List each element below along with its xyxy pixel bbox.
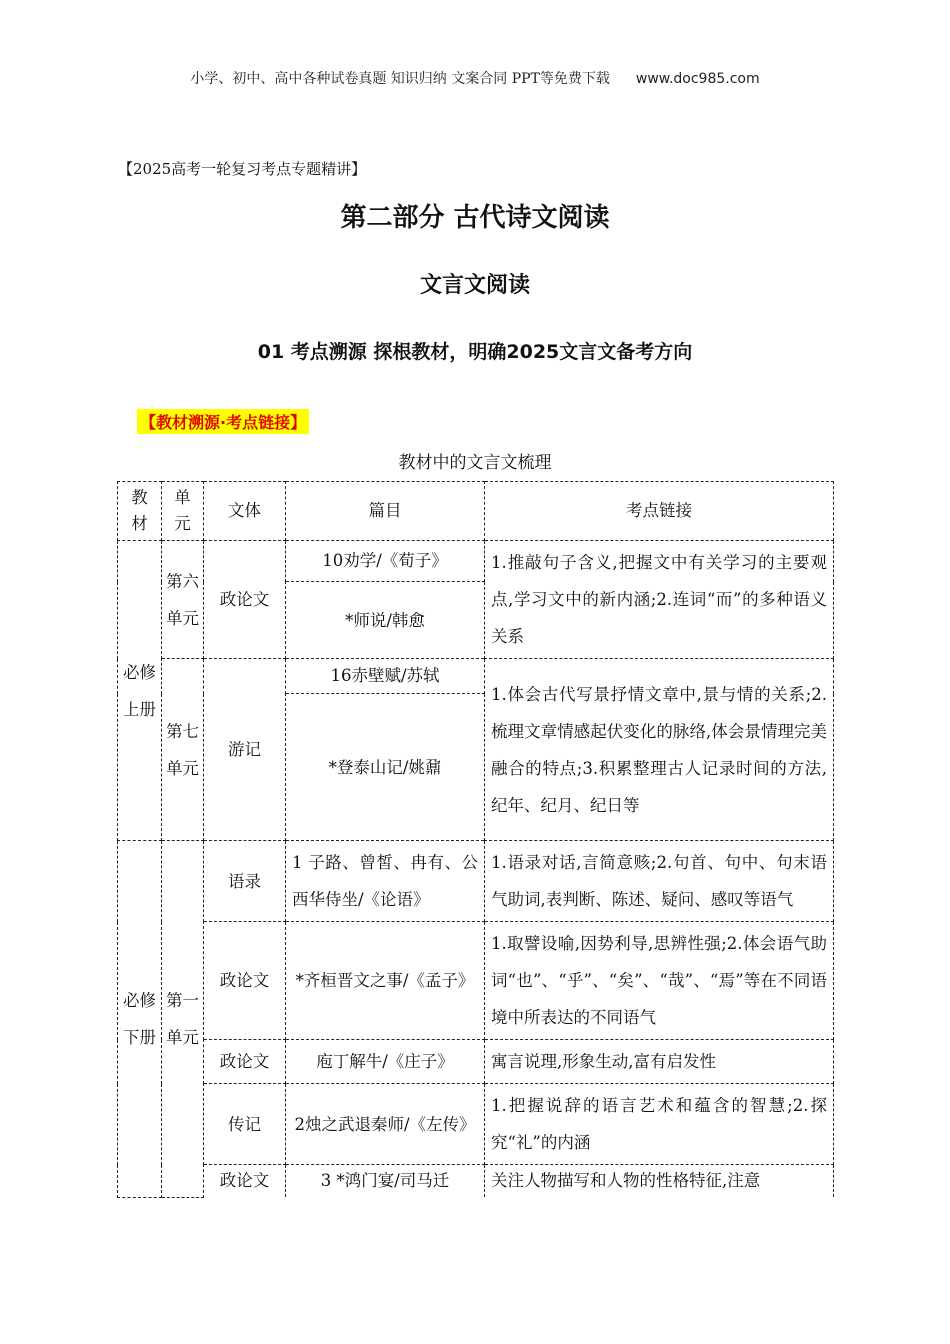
unit-cell: 第一单元	[162, 841, 204, 1198]
table-row	[118, 841, 834, 922]
section-title: 01 考点溯源 探根教材，明确2025文言文备考方向	[257, 341, 693, 363]
genre-cell: 政论文	[204, 1040, 286, 1084]
table-row	[118, 922, 834, 1040]
header-unit: 单元	[162, 482, 204, 541]
points-cell: 关注人物描写和人物的性格特征,注意	[485, 1165, 834, 1198]
header-book: 教材	[118, 482, 162, 541]
genre-cell: 政论文	[204, 1165, 286, 1198]
title-cell: 2烛之武退秦师/《左传》	[286, 1084, 485, 1165]
points-cell: 1.体会古代写景抒情文章中,景与情的关系;2.梳理文章情感起伏变化的脉络,体会景情理完美融合的特点;3.积累整理古人记录时间的方法,纪年、纪月、纪日等	[485, 659, 834, 841]
series-label: 【2025高考一轮复习考点专题精讲】	[118, 160, 367, 178]
title-cell: *齐桓晋文之事/《孟子》	[286, 922, 485, 1040]
title-cell: 庖丁解牛/《庄子》	[286, 1040, 485, 1084]
header-title: 篇目	[286, 482, 485, 541]
title-cell: 10劝学/《荀子》	[286, 541, 485, 582]
table-row	[118, 1084, 834, 1165]
title-cell: *登泰山记/姚鼐	[286, 694, 485, 841]
unit-cell: 第六单元	[162, 541, 204, 659]
section-tag: 【教材溯源·考点链接】	[137, 409, 309, 434]
page-title: 第二部分 古代诗文阅读	[340, 203, 610, 233]
header-points: 考点链接	[485, 482, 834, 541]
book-cell: 必修下册	[118, 841, 162, 1198]
header-genre: 文体	[204, 482, 286, 541]
title-cell: 3 *鸿门宴/司马迁	[286, 1165, 485, 1198]
points-cell: 寓言说理,形象生动,富有启发性	[485, 1040, 834, 1084]
table-row	[118, 659, 834, 694]
table-row	[118, 1165, 834, 1198]
genre-cell: 政论文	[204, 541, 286, 659]
title-cell: 16赤壁赋/苏轼	[286, 659, 485, 694]
table-row	[118, 1040, 834, 1084]
page-subtitle: 文言文阅读	[419, 273, 530, 298]
genre-cell: 语录	[204, 841, 286, 922]
book-cell: 必修上册	[118, 541, 162, 841]
textbook-table	[117, 481, 834, 1198]
page-header	[0, 68, 950, 88]
genre-cell: 传记	[204, 1084, 286, 1165]
points-cell: 1.取譬设喻,因势利导,思辨性强;2.体会语气助词“也”、“乎”、“矣”、“哉”、“焉”等在不同语境中所表达的不同语气	[485, 922, 834, 1040]
unit-cell: 第七单元	[162, 659, 204, 841]
table-caption: 教材中的文言文梳理	[398, 453, 552, 473]
title-cell: 1 子路、曾皙、冉有、公西华侍坐/《论语》	[286, 841, 485, 922]
points-cell: 1.把握说辞的语言艺术和蕴含的智慧;2.探究“礼”的内涵	[485, 1084, 834, 1165]
header-site: www.doc985.com	[635, 71, 760, 87]
genre-cell: 游记	[204, 659, 286, 841]
points-cell: 1.语录对话,言简意赅;2.句首、句中、句末语气助词,表判断、陈述、疑问、感叹等语气	[485, 841, 834, 922]
genre-cell: 政论文	[204, 922, 286, 1040]
header-text: 小学、初中、高中各种试卷真题 知识归纳 文案合同 PPT等免费下载	[190, 71, 610, 87]
table-row	[118, 541, 834, 582]
points-cell: 1.推敲句子含义,把握文中有关学习的主要观点,学习文中的新内涵;2.连词“而”的多种语义关系	[485, 541, 834, 659]
title-cell: *师说/韩愈	[286, 582, 485, 659]
table-header-row	[118, 482, 834, 541]
